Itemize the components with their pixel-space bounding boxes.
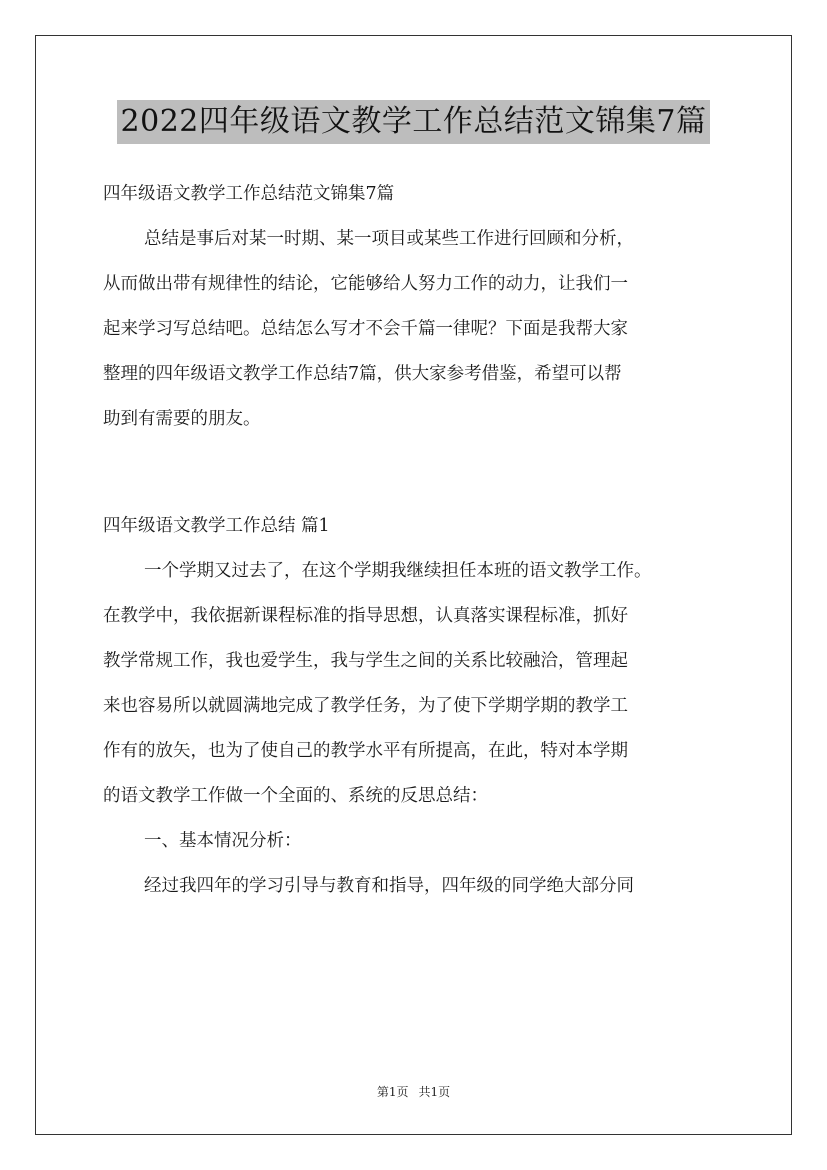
document-body <box>103 172 743 909</box>
section-line: 经过我四年的学习引导与教育和指导，四年级的同学绝大部分同 <box>144 876 634 896</box>
page-footer <box>0 1084 827 1100</box>
subtitle: 四年级语文教学工作总结范文锦集7篇 <box>103 184 395 204</box>
section-line: 来也容易所以就圆满地完成了教学任务，为了使下学期学期的教学工 <box>103 696 628 716</box>
intro-line: 整理的四年级语文教学工作总结7篇，供大家参考借鉴，希望可以帮 <box>103 364 622 384</box>
intro-line: 助到有需要的朋友。 <box>103 409 261 429</box>
page-number: 第1页 <box>376 1085 409 1099</box>
section-line: 在教学中，我依据新课程标准的指导思想，认真落实课程标准，抓好 <box>103 606 628 626</box>
intro-line: 起来学习写总结吧。总结怎么写才不会千篇一律呢？下面是我帮大家 <box>103 319 628 339</box>
title-container <box>0 100 827 144</box>
subheading: 一、基本情况分析： <box>144 831 302 851</box>
document-title: 2022四年级语文教学工作总结范文锦集7篇 <box>117 100 711 144</box>
paragraph-gap <box>103 442 743 504</box>
intro-line: 总结是事后对某一时期、某一项目或某些工作进行回顾和分析， <box>144 229 634 249</box>
intro-line: 从而做出带有规律性的结论，它能够给人努力工作的动力，让我们一 <box>103 274 628 294</box>
section-heading: 四年级语文教学工作总结 篇1 <box>103 516 330 536</box>
section-line: 教学常规工作，我也爱学生，我与学生之间的关系比较融洽，管理起 <box>103 651 628 671</box>
section-line: 作有的放矢，也为了使自己的教学水平有所提高，在此，特对本学期 <box>103 741 628 761</box>
section-line: 的语文教学工作做一个全面的、系统的反思总结： <box>103 786 488 806</box>
page-total: 共1页 <box>418 1085 451 1099</box>
section-line: 一个学期又过去了，在这个学期我继续担任本班的语文教学工作。 <box>144 561 652 581</box>
